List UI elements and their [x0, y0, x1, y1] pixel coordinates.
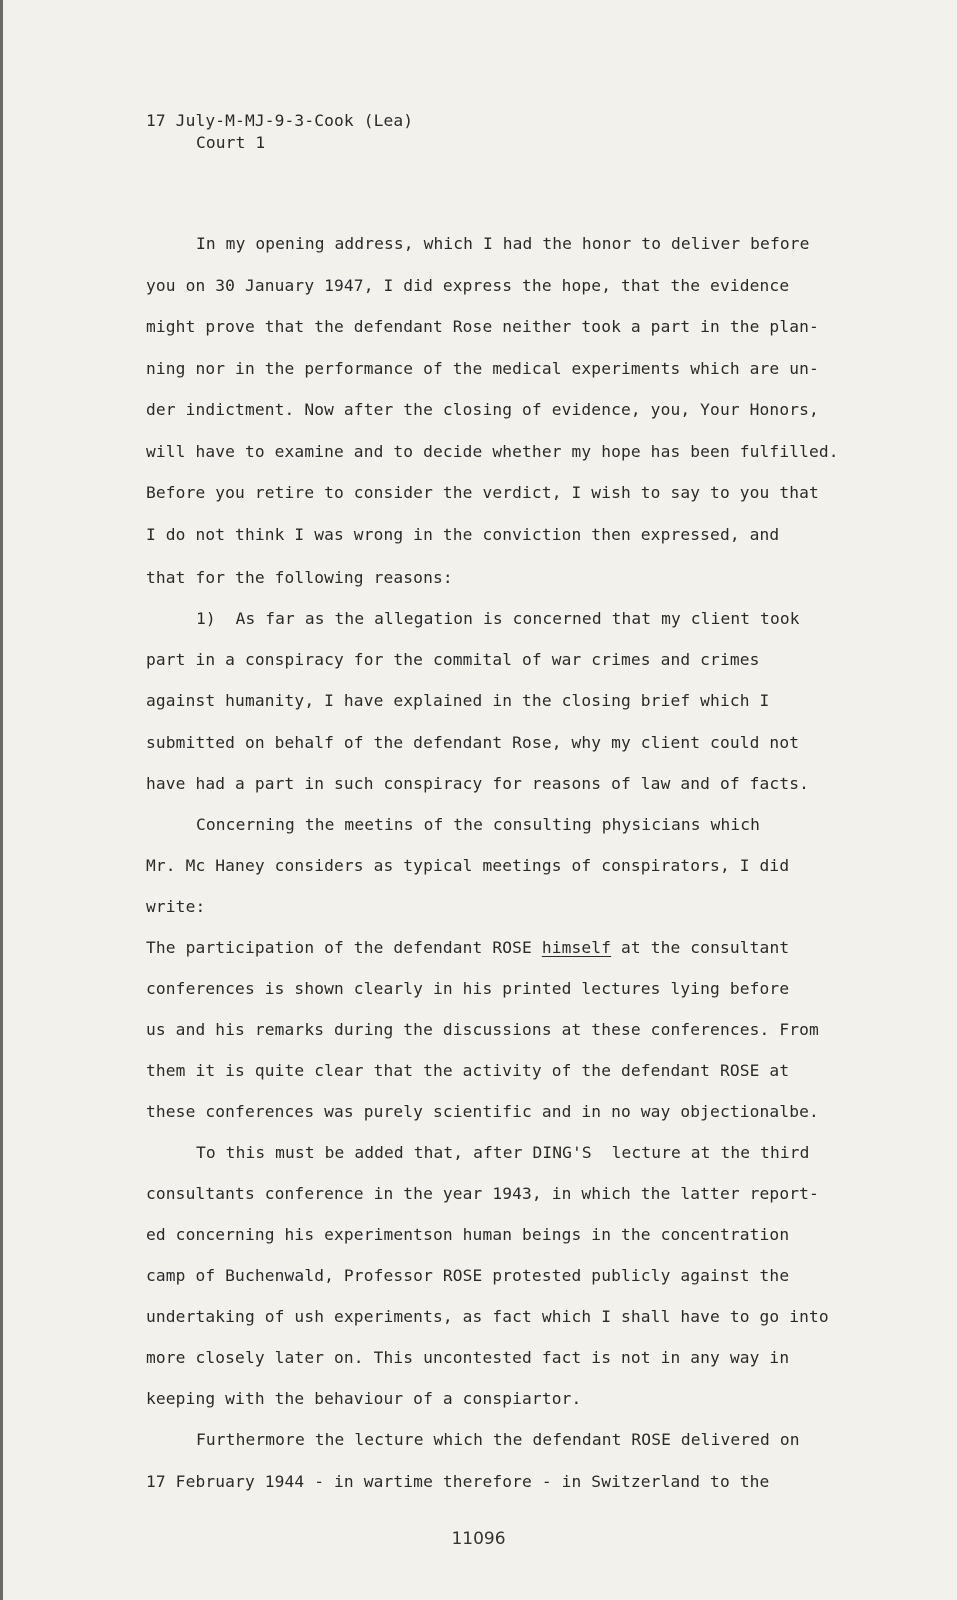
- quote-line: these conferences was purely scientific and in no way objectionalbe.: [146, 1102, 819, 1121]
- body-line: ed concerning his experimentson human beings in the concentration: [146, 1225, 790, 1244]
- body-line: der indictment. Now after the closing of evidence, you, Your Honors,: [146, 400, 819, 419]
- body-line: keeping with the behaviour of a conspiartor.: [146, 1389, 582, 1408]
- body-line: Mr. Mc Haney considers as typical meetings of conspirators, I did: [146, 856, 790, 875]
- body-line: ning nor in the performance of the medical experiments which are un-: [146, 359, 819, 378]
- body-line: write:: [146, 897, 206, 916]
- body-line: I do not think I was wrong in the conviction then expressed, and: [146, 525, 780, 544]
- body-line: more closely later on. This uncontested fact is not in any way in: [146, 1348, 790, 1367]
- quote-text: The participation of the defendant ROSE: [146, 938, 542, 957]
- header-court: Court 1: [196, 133, 266, 152]
- body-line: have had a part in such conspiracy for reasons of law and of facts.: [146, 774, 810, 793]
- body-line: you on 30 January 1947, I did express the hope, that the evidence: [146, 276, 790, 295]
- body-line: To this must be added that, after DING'S lecture at the third: [196, 1143, 810, 1162]
- quote-line: conferences is shown clearly in his printed lectures lying before: [146, 979, 790, 998]
- body-line: submitted on behalf of the defendant Rose, why my client could not: [146, 733, 800, 752]
- quote-line: them it is quite clear that the activity of the defendant ROSE at: [146, 1061, 790, 1080]
- body-line: might prove that the defendant Rose neither took a part in the plan-: [146, 317, 819, 336]
- body-line: Concerning the meetins of the consulting physicians which: [196, 815, 761, 834]
- body-line: that for the following reasons:: [146, 568, 453, 587]
- quote-text: at the consultant: [611, 938, 790, 957]
- body-line: In my opening address, which I had the honor to deliver before: [196, 234, 810, 253]
- page-number: 11096: [451, 1529, 506, 1549]
- body-line: 17 February 1944 - in wartime therefore - in Switzerland to the: [146, 1472, 770, 1491]
- body-line: will have to examine and to decide whether my hope has been fulfilled.: [146, 442, 839, 461]
- body-line: consultants conference in the year 1943, in which the latter report-: [146, 1184, 819, 1203]
- quote-underlined-word: himself: [541, 938, 612, 957]
- body-line: Furthermore the lecture which the defendant ROSE delivered on: [196, 1430, 800, 1449]
- body-line: part in a conspiracy for the commital of war crimes and crimes: [146, 650, 760, 669]
- body-line: Before you retire to consider the verdict, I wish to say to you that: [146, 483, 819, 502]
- quote-line: [146, 938, 789, 958]
- body-line: undertaking of ush experiments, as fact which I shall have to go into: [146, 1307, 829, 1326]
- header-reference: 17 July-M-MJ-9-3-Cook (Lea): [146, 111, 414, 130]
- body-line: against humanity, I have explained in the closing brief which I: [146, 691, 770, 710]
- body-line: 1) As far as the allegation is concerned that my client took: [196, 609, 800, 628]
- body-line: camp of Buchenwald, Professor ROSE protested publicly against the: [146, 1266, 790, 1285]
- quote-line: us and his remarks during the discussions at these conferences. From: [146, 1020, 819, 1039]
